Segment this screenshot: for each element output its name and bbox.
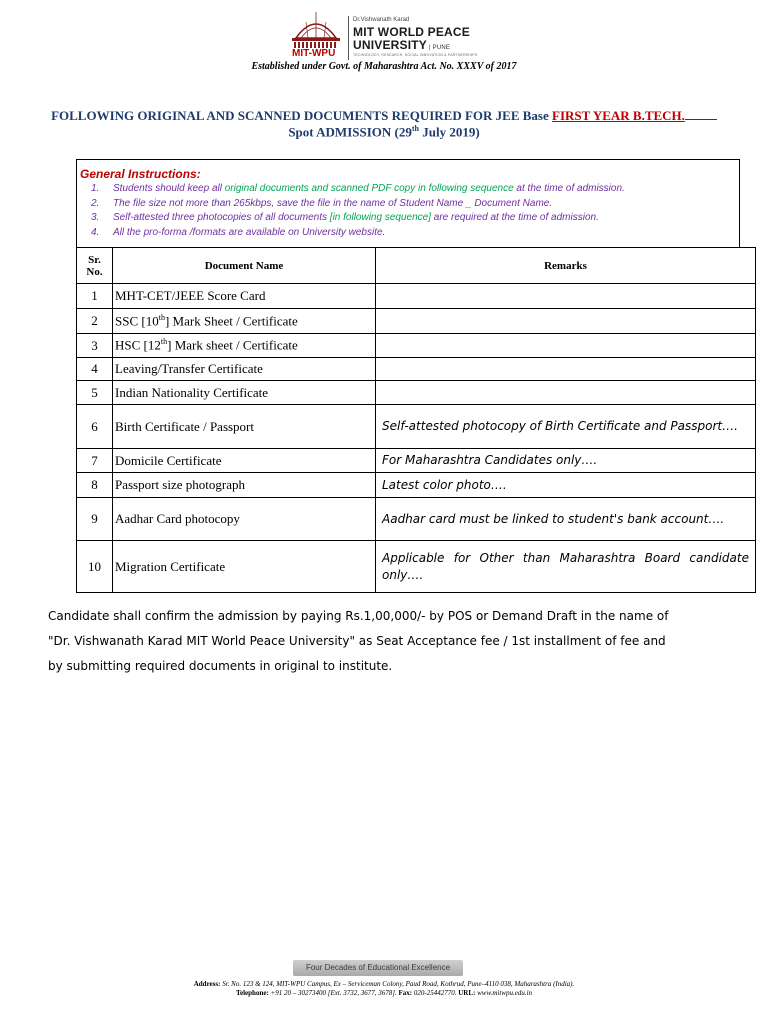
row-document-name: MHT-CET/JEEE Score Card [113, 284, 376, 309]
university-tagline: TECHNOLOGY, RESEARCH, SOCIAL INNOVATION & PARTNERSHIPS [353, 53, 478, 57]
document-title-line1: FOLLOWING ORIGINAL AND SCANNED DOCUMENTS REQUIRED FOR JEE Base FIRST YEAR B.TECH. [0, 108, 768, 124]
instruction-item: 3. Self-attested three photocopies of all documents [in following sequence] are required at the time of admission. [91, 212, 599, 223]
footer-banner: Four Decades of Educational Excellence [293, 960, 463, 976]
row-document-name: Migration Certificate [113, 541, 376, 593]
header-remarks: Remarks [376, 248, 756, 284]
row-number: 10 [77, 541, 113, 593]
university-city: | PUNE [429, 45, 451, 51]
documents-table [76, 247, 756, 593]
header-document-name: Document Name [113, 248, 376, 284]
row-number: 1 [77, 284, 113, 309]
row-remarks: Self-attested photocopy of Birth Certificate and Passport…. [376, 405, 756, 449]
title-highlight: FIRST YEAR B.TECH. [552, 108, 685, 123]
row-document-name: Indian Nationality Certificate [113, 381, 376, 405]
instruction-item: 2. The file size not more than 265kbps, save the file in the name of Student Name _ Document Name. [91, 198, 553, 209]
table-row [77, 309, 756, 334]
row-document-name: Birth Certificate / Passport [113, 405, 376, 449]
row-remarks: Applicable for Other than Maharashtra Board candidate only…. [376, 541, 756, 593]
establishment-note: Established under Govt. of Maharashtra Act. No. XXXV of 2017 [251, 61, 517, 72]
row-remarks [376, 381, 756, 405]
row-remarks: For Maharashtra Candidates only…. [376, 449, 756, 473]
row-document-name: Domicile Certificate [113, 449, 376, 473]
table-row [77, 541, 756, 593]
logo-wordmark: MIT-WPU [292, 48, 336, 59]
closing-line: "Dr. Vishwanath Karad MIT World Peace University" as Seat Acceptance fee / 1st installment of fee and [48, 634, 666, 648]
admission-confirmation-paragraph [48, 604, 728, 679]
table-row [77, 381, 756, 405]
row-number: 9 [77, 498, 113, 541]
row-document-name: Aadhar Card photocopy [113, 498, 376, 541]
table-row [77, 473, 756, 498]
general-instructions-box [76, 159, 740, 247]
logo-founder-name: Dr.Vishwanath Karad [353, 17, 410, 23]
table-row [77, 334, 756, 358]
row-remarks [376, 284, 756, 309]
instruction-item: 1. Students should keep all original documents and scanned PDF copy in following sequence at the time of admission. [91, 183, 625, 194]
row-number: 8 [77, 473, 113, 498]
row-number: 3 [77, 334, 113, 358]
table-row [77, 449, 756, 473]
header-sr-no: Sr. No. [77, 248, 113, 284]
university-logo [286, 8, 486, 64]
university-name-line1: MIT WORLD PEACE [353, 25, 470, 39]
footer-address: Address: Sr. No. 123 & 124, MIT-WPU Campus, Ex – Serviceman Colony, Paud Road, Kothrud, Pune–4110 038, Maharashtra (India). [193, 980, 575, 988]
logo-divider [348, 16, 349, 60]
university-name-line2: UNIVERSITY | PUNE [353, 38, 451, 52]
row-document-name: Passport size photograph [113, 473, 376, 498]
row-number: 6 [77, 405, 113, 449]
row-remarks: Latest color photo…. [376, 473, 756, 498]
table-row [77, 358, 756, 381]
row-remarks [376, 358, 756, 381]
instructions-heading: General Instructions: [80, 167, 201, 181]
table-row [77, 284, 756, 309]
row-remarks [376, 334, 756, 358]
row-document-name: Leaving/Transfer Certificate [113, 358, 376, 381]
row-remarks: Aadhar card must be linked to student's bank account…. [376, 498, 756, 541]
row-number: 5 [77, 381, 113, 405]
table-row [77, 498, 756, 541]
table-row [77, 405, 756, 449]
document-title-line2: Spot ADMISSION (29th July 2019) [288, 124, 480, 140]
closing-line: Candidate shall confirm the admission by paying Rs.1,00,000/- by POS or Demand Draft in the name of [48, 609, 669, 623]
row-number: 2 [77, 309, 113, 334]
row-remarks [376, 309, 756, 334]
row-document-name: HSC [12th] Mark sheet / Certificate [113, 334, 376, 358]
table-header-row [77, 248, 756, 284]
row-number: 4 [77, 358, 113, 381]
instruction-item: 4. All the pro-forma /formats are available on University website. [91, 227, 386, 238]
row-number: 7 [77, 449, 113, 473]
footer-contact: Telephone: +91 20 – 30273400 [Ext. 3732, 3677, 3678]. Fax: 020-25442770. URL: www.mitwpu.edu.in [235, 989, 533, 997]
row-document-name: SSC [10th] Mark Sheet / Certificate [113, 309, 376, 334]
closing-line: by submitting required documents in original to institute. [48, 659, 393, 673]
